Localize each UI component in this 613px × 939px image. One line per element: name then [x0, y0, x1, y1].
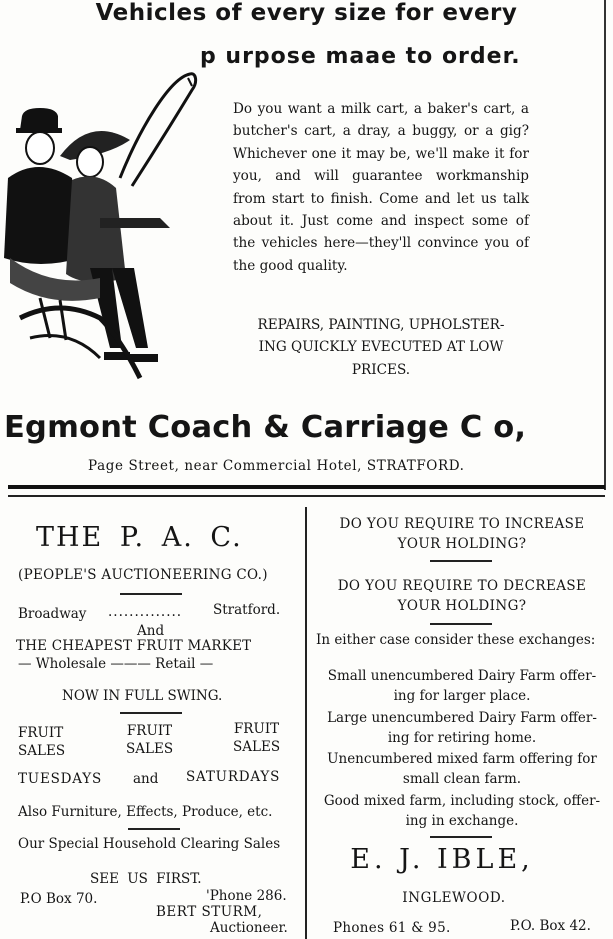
section-divider-thin: [8, 495, 605, 497]
tuesdays: TUESDAYS: [18, 771, 103, 787]
stratford-label: Stratford.: [213, 602, 281, 618]
rule: [120, 593, 182, 595]
rule: [430, 560, 492, 562]
auctioneer-name: BERT STURM,: [156, 904, 263, 920]
ible-phones: Phones 61 & 95.: [333, 920, 451, 936]
clearing-sales: Our Special Household Clearing Sales: [18, 836, 281, 852]
carriage-illustration: [0, 68, 210, 398]
ible-place: INGLEWOOD.: [402, 890, 506, 906]
intro-paragraph: Do you want a milk cart, a baker's cart, a butcher's cart, a dray, a buggy, or a gig? Whichever one it may be, we'll make it for you, and will guarantee workmanship from start to finish. Come and let us talk about it. Just come and inspect some of the vehicles here—they'll convince you of the good quality.: [233, 101, 529, 274]
repairs-notice: REPAIRS, PAINTING, UPHOLSTER- ING QUICKLY EVECUTED AT LOW PRICES.: [257, 317, 505, 378]
exchange-1: Small unencumbered Dairy Farm offer- ing for larger place.: [327, 668, 597, 704]
increase-holding: DO YOU REQUIRE TO INCREASE YOUR HOLDING?: [339, 516, 585, 552]
and-label: And: [137, 623, 165, 639]
column-divider: [305, 507, 307, 939]
wholesale-retail: — Wholesale ——— Retail —: [18, 656, 214, 672]
rule: [430, 836, 492, 838]
exchange-3: Unencumbered mixed farm offering for small clean farm.: [327, 751, 597, 787]
fruit-sales-2: FRUIT SALES: [126, 723, 174, 757]
section-divider-thick: [8, 485, 605, 489]
headline-line-1: Vehicles of every size for every: [95, 0, 518, 26]
pac-title: THE P. A. C.: [36, 522, 243, 553]
column-border: [604, 0, 606, 490]
saturdays: SATURDAYS: [186, 769, 281, 785]
pac-subtitle: (PEOPLE'S AUCTIONEERING CO.): [18, 567, 268, 583]
pac-po-box: P.O Box 70.: [20, 891, 98, 907]
fruit-sales-3: FRUIT SALES: [233, 721, 281, 755]
rule: [120, 712, 182, 714]
either-case: In either case consider these exchanges:: [316, 632, 596, 648]
and-days: and: [133, 771, 159, 787]
headline-line-2: p urpose maae to order.: [200, 44, 521, 69]
cheapest-fruit-market: THE CHEAPEST FRUIT MARKET: [16, 638, 252, 654]
ible-name: E. J. IBLE,: [350, 844, 534, 875]
full-swing: NOW IN FULL SWING.: [62, 688, 223, 704]
broadway-label: Broadway: [18, 606, 87, 622]
decrease-holding: DO YOU REQUIRE TO DECREASE YOUR HOLDING?: [337, 578, 587, 614]
dot-leader: ..............: [108, 604, 183, 620]
also-furniture: Also Furniture, Effects, Produce, etc.: [18, 804, 273, 820]
company-name: Egmont Coach & Carriage C o,: [4, 410, 527, 445]
rule: [430, 623, 492, 625]
rule: [128, 828, 180, 830]
pac-phone: 'Phone 286.: [206, 888, 287, 904]
ible-po-box: P.O. Box 42.: [510, 918, 591, 934]
see-us-first: SEE US FIRST.: [90, 871, 202, 887]
company-address: Page Street, near Commercial Hotel, STRATFORD.: [88, 458, 465, 474]
fruit-sales-1: FRUIT SALES: [18, 725, 66, 759]
auctioneer-role: Auctioneer.: [210, 920, 288, 936]
exchange-4: Good mixed farm, including stock, offer- ing in exchange.: [323, 793, 601, 829]
exchange-2: Large unencumbered Dairy Farm offer- ing for retiring home.: [327, 710, 597, 746]
